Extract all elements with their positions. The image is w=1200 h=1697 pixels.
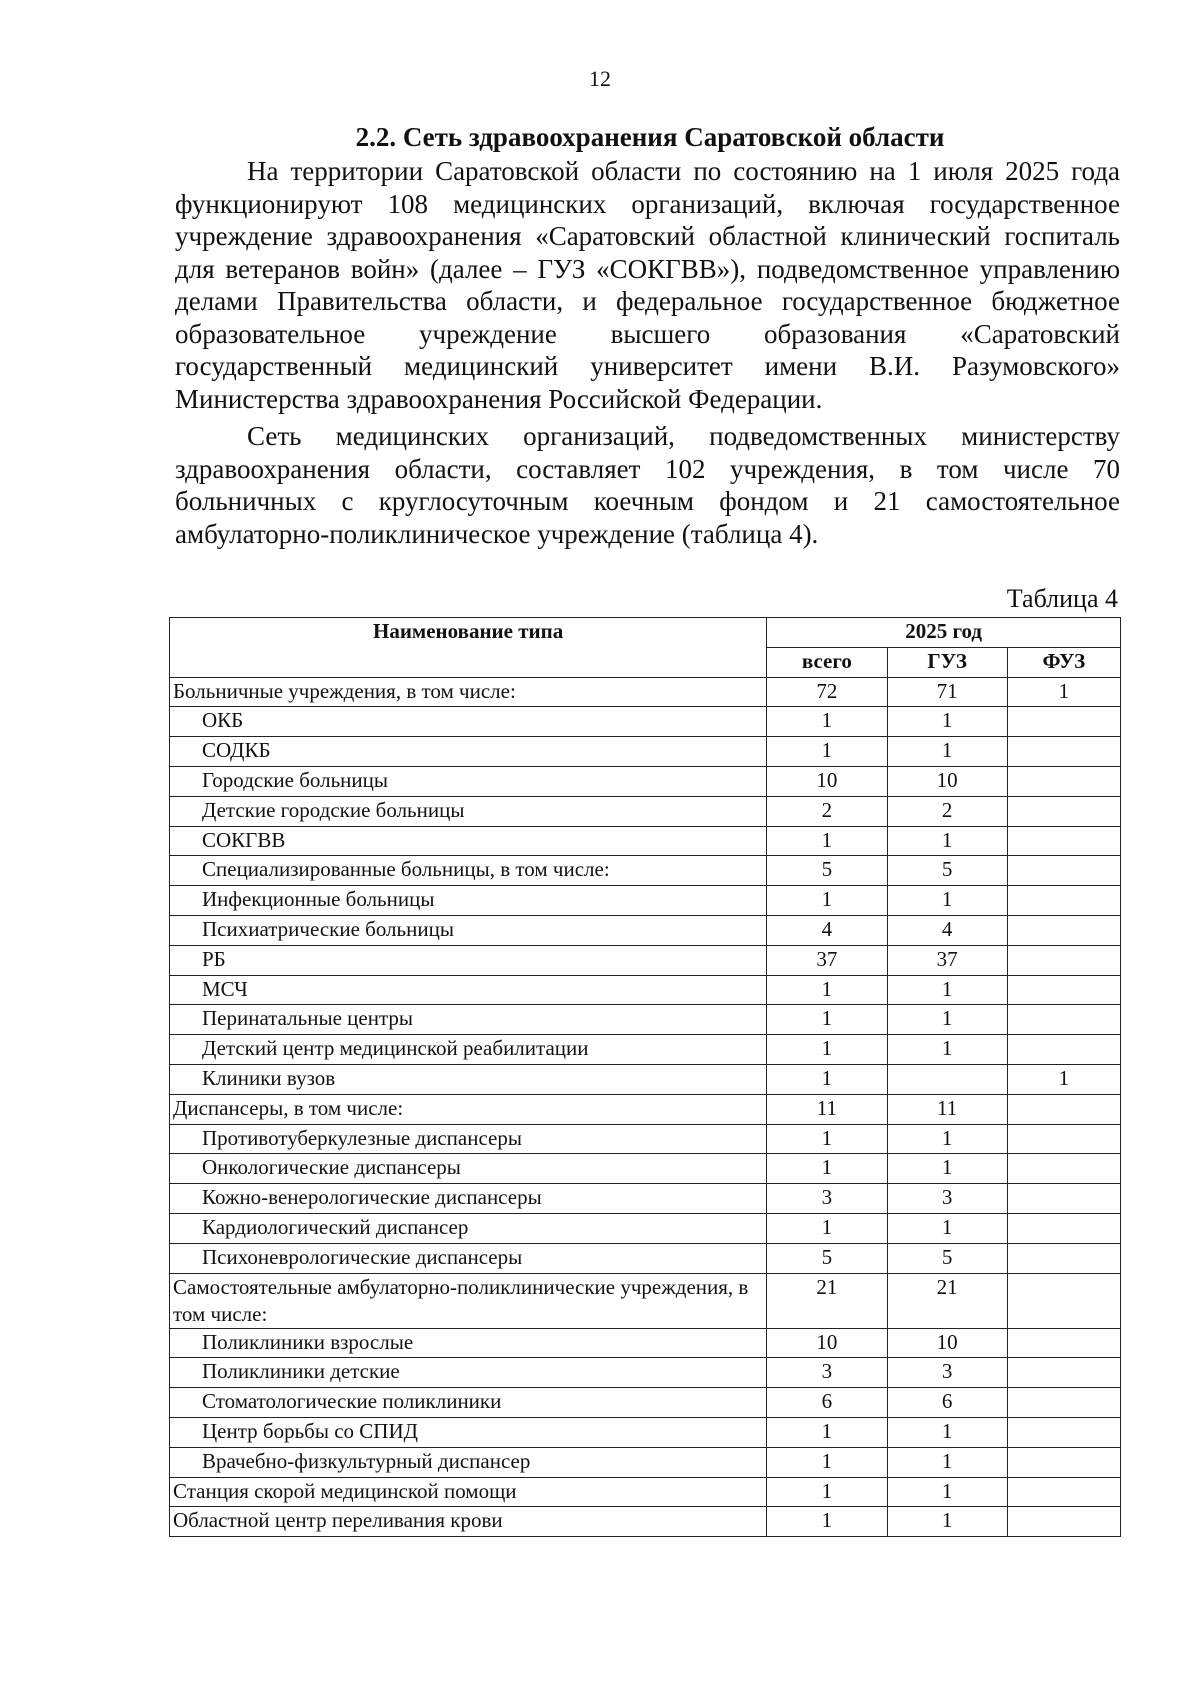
row-total-value: 1	[767, 1005, 887, 1035]
row-total-value: 5	[767, 856, 887, 886]
row-total-value: 1	[767, 1124, 887, 1154]
row-type-name: Станция скорой медицинской помощи	[170, 1477, 767, 1507]
page-number: 12	[589, 66, 611, 91]
row-type-name: Диспансеры, в том числе:	[170, 1094, 767, 1124]
row-fuz-value: 1	[1007, 1064, 1120, 1094]
row-fuz-value	[1007, 1184, 1120, 1214]
row-total-value: 72	[767, 677, 887, 707]
table-row	[170, 1213, 1121, 1243]
row-fuz-value	[1007, 1273, 1120, 1328]
row-total-value: 11	[767, 1094, 887, 1124]
row-fuz-value	[1007, 1094, 1120, 1124]
table-row	[170, 1184, 1121, 1214]
table-header-row	[170, 618, 1121, 648]
row-guz-value: 6	[887, 1388, 1007, 1418]
row-type-name: Клиники вузов	[170, 1064, 767, 1094]
row-guz-value: 2	[887, 796, 1007, 826]
row-total-value: 1	[767, 1507, 887, 1537]
row-total-value: 1	[767, 1447, 887, 1477]
row-type-name: Специализированные больницы, в том числе:	[170, 856, 767, 886]
table-row	[170, 1507, 1121, 1537]
row-type-name: Психиатрические больницы	[170, 915, 767, 945]
row-fuz-value	[1007, 826, 1120, 856]
row-type-name: ОКБ	[170, 707, 767, 737]
row-total-value: 1	[767, 1213, 887, 1243]
row-total-value: 3	[767, 1358, 887, 1388]
table-row	[170, 945, 1121, 975]
table-row	[170, 1124, 1121, 1154]
paragraph-network-overview: На территории Саратовской области по состоянию на 1 июля 2025 года функционируют 108 медицинских организаций, включая государственное учреждение здравоохранения «Саратовский областной клинический госпиталь для ветеранов войн» (далее – ГУЗ «СОКГВВ»), подведомственное управлению делами Правительства области, и федеральное государственное бюджетное образовательное учреждение высшего образования «Саратовский государственный медицинский университет имени В.И. Разумовского» Министерства здравоохранения Российской Федерации.	[175, 156, 1120, 414]
row-fuz-value	[1007, 737, 1120, 767]
row-fuz-value	[1007, 886, 1120, 916]
header-fuz: ФУЗ	[1007, 647, 1120, 677]
row-total-value: 1	[767, 975, 887, 1005]
row-guz-value: 1	[887, 1154, 1007, 1184]
table-body	[170, 677, 1121, 1537]
table-row	[170, 1005, 1121, 1035]
table-row	[170, 1477, 1121, 1507]
row-type-name: Стоматологические поликлиники	[170, 1388, 767, 1418]
row-type-name: Самостоятельные амбулаторно-поликлинические учреждения, в том числе:	[170, 1273, 767, 1328]
row-total-value: 4	[767, 915, 887, 945]
row-total-value: 2	[767, 796, 887, 826]
row-type-name: Онкологические диспансеры	[170, 1154, 767, 1184]
row-guz-value: 1	[887, 707, 1007, 737]
table-row	[170, 707, 1121, 737]
row-fuz-value	[1007, 1124, 1120, 1154]
row-total-value: 37	[767, 945, 887, 975]
institutions-table	[169, 617, 1121, 1537]
row-type-name: Областной центр переливания крови	[170, 1507, 767, 1537]
row-guz-value: 3	[887, 1358, 1007, 1388]
row-fuz-value: 1	[1007, 677, 1120, 707]
row-fuz-value	[1007, 796, 1120, 826]
table-row	[170, 677, 1121, 707]
row-type-name: Центр борьбы со СПИД	[170, 1417, 767, 1447]
row-type-name: Противотуберкулезные диспансеры	[170, 1124, 767, 1154]
table-row	[170, 1035, 1121, 1065]
row-guz-value: 21	[887, 1273, 1007, 1328]
row-type-name: Инфекционные больницы	[170, 886, 767, 916]
table-row	[170, 856, 1121, 886]
row-total-value: 1	[767, 826, 887, 856]
table-row	[170, 1417, 1121, 1447]
row-type-name: СОКГВВ	[170, 826, 767, 856]
row-guz-value: 1	[887, 826, 1007, 856]
row-type-name: Детский центр медицинской реабилитации	[170, 1035, 767, 1065]
row-fuz-value	[1007, 1243, 1120, 1273]
row-fuz-value	[1007, 1477, 1120, 1507]
row-guz-value: 71	[887, 677, 1007, 707]
row-fuz-value	[1007, 1328, 1120, 1358]
row-total-value: 1	[767, 1417, 887, 1447]
row-guz-value: 1	[887, 1213, 1007, 1243]
row-guz-value: 4	[887, 915, 1007, 945]
row-fuz-value	[1007, 1507, 1120, 1537]
row-guz-value: 3	[887, 1184, 1007, 1214]
table-row	[170, 1273, 1121, 1328]
row-type-name: Кардиологический диспансер	[170, 1213, 767, 1243]
row-type-name: СОДКБ	[170, 737, 767, 767]
row-total-value: 1	[767, 707, 887, 737]
row-total-value: 6	[767, 1388, 887, 1418]
row-fuz-value	[1007, 707, 1120, 737]
row-guz-value: 5	[887, 1243, 1007, 1273]
row-type-name: Поликлиники взрослые	[170, 1328, 767, 1358]
row-guz-value	[887, 1064, 1007, 1094]
row-fuz-value	[1007, 1358, 1120, 1388]
row-type-name: МСЧ	[170, 975, 767, 1005]
table-row	[170, 975, 1121, 1005]
row-fuz-value	[1007, 856, 1120, 886]
row-fuz-value	[1007, 1005, 1120, 1035]
header-year: 2025 год	[767, 618, 1121, 648]
table-row	[170, 915, 1121, 945]
row-fuz-value	[1007, 1154, 1120, 1184]
header-total: всего	[767, 647, 887, 677]
row-total-value: 10	[767, 766, 887, 796]
table-caption: Таблица 4	[1006, 584, 1118, 613]
row-total-value: 1	[767, 1035, 887, 1065]
row-type-name: Перинатальные центры	[170, 1005, 767, 1035]
row-fuz-value	[1007, 1417, 1120, 1447]
table-row	[170, 1064, 1121, 1094]
row-fuz-value	[1007, 766, 1120, 796]
table-row	[170, 1358, 1121, 1388]
row-fuz-value	[1007, 1213, 1120, 1243]
table-row	[170, 737, 1121, 767]
row-guz-value: 1	[887, 1035, 1007, 1065]
row-type-name: РБ	[170, 945, 767, 975]
row-guz-value: 1	[887, 1477, 1007, 1507]
row-guz-value: 1	[887, 1507, 1007, 1537]
row-total-value: 21	[767, 1273, 887, 1328]
row-fuz-value	[1007, 1447, 1120, 1477]
table-row	[170, 1094, 1121, 1124]
row-total-value: 1	[767, 886, 887, 916]
row-fuz-value	[1007, 975, 1120, 1005]
row-fuz-value	[1007, 915, 1120, 945]
table-row	[170, 1243, 1121, 1273]
row-guz-value: 5	[887, 856, 1007, 886]
table-row	[170, 766, 1121, 796]
row-type-name: Больничные учреждения, в том числе:	[170, 677, 767, 707]
row-type-name: Врачебно-физкультурный диспансер	[170, 1447, 767, 1477]
row-fuz-value	[1007, 945, 1120, 975]
row-guz-value: 10	[887, 1328, 1007, 1358]
row-guz-value: 37	[887, 945, 1007, 975]
paragraph-network-structure: Сеть медицинских организаций, подведомственных министерству здравоохранения области, составляет 102 учреждения, в том числе 70 больничных с круглосуточным коечным фондом и 21 самостоятельное амбулаторно-поликлиническое учреждение (таблица 4).	[175, 421, 1120, 549]
table-row	[170, 1447, 1121, 1477]
table-row	[170, 1154, 1121, 1184]
row-type-name: Кожно-венерологические диспансеры	[170, 1184, 767, 1214]
table-row	[170, 796, 1121, 826]
row-type-name: Поликлиники детские	[170, 1358, 767, 1388]
row-total-value: 1	[767, 1064, 887, 1094]
row-guz-value: 1	[887, 1447, 1007, 1477]
row-type-name: Городские больницы	[170, 766, 767, 796]
row-guz-value: 1	[887, 886, 1007, 916]
row-total-value: 1	[767, 1154, 887, 1184]
row-type-name: Детские городские больницы	[170, 796, 767, 826]
row-guz-value: 10	[887, 766, 1007, 796]
row-guz-value: 1	[887, 975, 1007, 1005]
row-fuz-value	[1007, 1035, 1120, 1065]
section-title: 2.2. Сеть здравоохранения Саратовской области	[355, 122, 945, 152]
row-total-value: 10	[767, 1328, 887, 1358]
table-row	[170, 1388, 1121, 1418]
row-total-value: 1	[767, 1477, 887, 1507]
table-row	[170, 826, 1121, 856]
row-total-value: 1	[767, 737, 887, 767]
row-fuz-value	[1007, 1388, 1120, 1418]
header-type-name: Наименование типа	[170, 618, 767, 678]
header-guz: ГУЗ	[887, 647, 1007, 677]
row-type-name: Психоневрологические диспансеры	[170, 1243, 767, 1273]
row-guz-value: 1	[887, 1005, 1007, 1035]
row-total-value: 3	[767, 1184, 887, 1214]
row-guz-value: 1	[887, 1124, 1007, 1154]
table-row	[170, 886, 1121, 916]
row-total-value: 5	[767, 1243, 887, 1273]
row-guz-value: 11	[887, 1094, 1007, 1124]
row-guz-value: 1	[887, 1417, 1007, 1447]
table-row	[170, 1328, 1121, 1358]
row-guz-value: 1	[887, 737, 1007, 767]
